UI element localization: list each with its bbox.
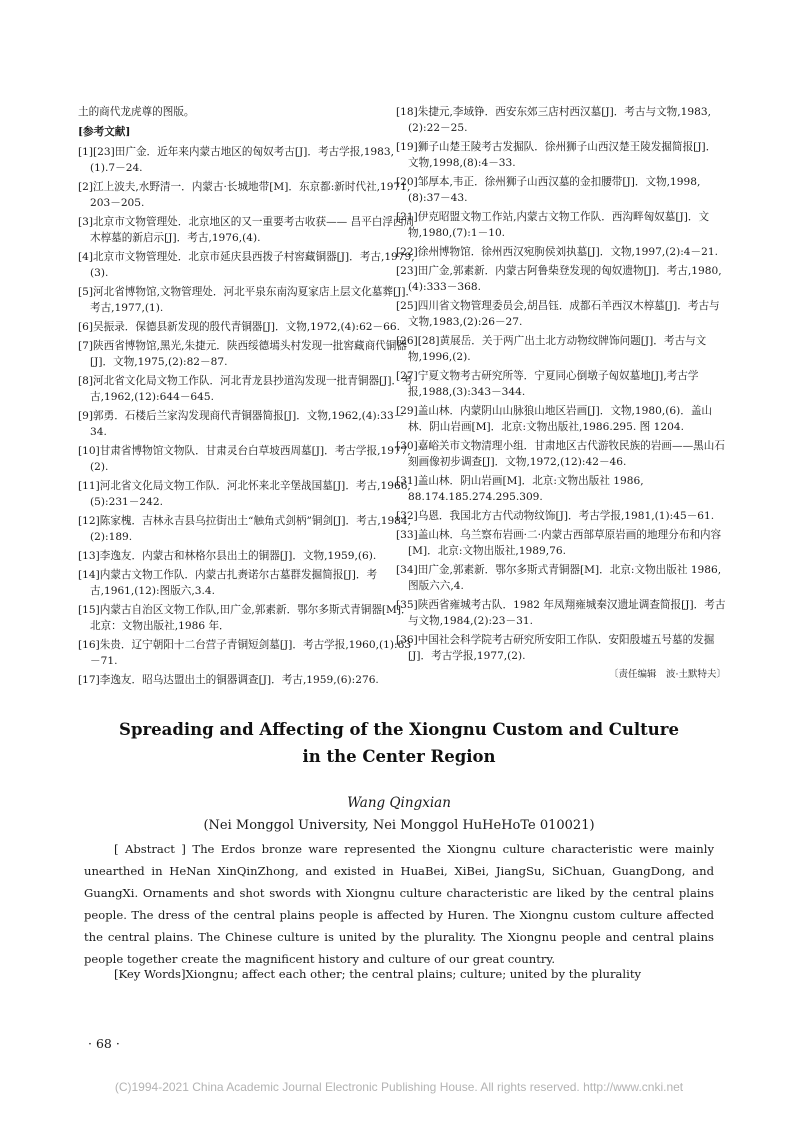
reference-item: [13]李逸友．内蒙古和林格尔县出土的铜器[J]．文物,1959,(6). (78, 550, 377, 562)
reference-item: [31]盖山林．阴山岩画[M]．北京:文物出版社 1986, 88.174.185.274.295.309. (396, 475, 644, 503)
reference-item: [6]吴振录．保德县新发现的殷代青铜器[J]．文物,1972,(4):62－66. (78, 321, 400, 333)
responsible-editor: 〔责任编辑 波·土默特夫〕 (608, 669, 726, 680)
reference-item: [27]宁夏文物考古研究所等．宁夏同心倒墩子匈奴墓地[J],考古学报,1988,(3):343－344. (396, 370, 699, 398)
reference-item: [22]徐州博物馆．徐州西汉宛朐侯刘执墓[J]．文物,1997,(2):4－21. (396, 246, 718, 258)
reference-item: [1][23]田广金．近年来内蒙古地区的匈奴考古[J]．考古学报,1983,(1).7－24. (78, 146, 395, 174)
title-line-1: Spreading and Affecting of the Xiongnu Custom and Culture (119, 720, 679, 739)
reference-item: [11]河北省文化局文物工作队．河北怀来北辛堡战国墓[J]．考古,1966,(5):231－242. (78, 480, 411, 508)
reference-item: [18]朱捷元,李域铮．西安东郊三店村西汉墓[J]．考古与文物,1983,(2):22－25. (396, 106, 711, 134)
title-line-2: in the Center Region (302, 747, 496, 766)
reference-item: [20]邹厚本,韦正．徐州狮子山西汉墓的金扣腰带[J]．文物,1998,(8):37－43. (396, 176, 701, 204)
reference-item: [29]盖山林．内蒙阴山山脉狼山地区岩画[J]．文物,1980,(6)．盖山林．阴山岩画[M]．北京:文物出版社,1986.295. 图 1204. (396, 405, 713, 433)
right-column (396, 104, 726, 683)
reference-item: [8]河北省文化局文物工作队．河北青龙县抄道沟发现一批青铜器[J]．考古,1962,(12):644－645. (78, 375, 413, 403)
reference-item: [4]北京市文物管理处．北京市延庆县西拨子村窖藏铜器[J]．考古,1979,(3). (78, 251, 415, 279)
left-reference-list (78, 144, 418, 688)
abstract (84, 838, 714, 970)
reference-item: [23]田广金,郭素新．内蒙古阿鲁柴登发现的匈奴遗物[J]．考古,1980,(4):333－368. (396, 265, 722, 293)
intro-text: 土的商代龙虎尊的图版。 (78, 106, 195, 118)
reference-item: [3]北京市文物管理处．北京地区的又一重要考古收获—— 昌平白浮西周木椁墓的新启示[J]．考古,1976,(4). (78, 216, 415, 244)
reference-item: [36]中国社会科学院考古研究所安阳工作队．安阳殷墟五号墓的发掘[J]．考古学报,1977,(2). (396, 634, 715, 662)
author-affiliation: (Nei Monggol University, Nei Monggol HuHeHoTe 010021) (203, 818, 595, 833)
reference-item: [21]伊克昭盟文物工作站,内蒙古文物工作队．西沟畔匈奴墓[J]．文物,1980,(7):1－10. (396, 211, 710, 239)
reference-item: [15]内蒙古自治区文物工作队,田广金,郭素新．鄂尔多斯式青铜器[M]．北京：文物出版社,1986 年． (78, 604, 412, 632)
reference-item: [12]陈家槐．吉林永吉县乌拉街出土“触角式剑柄”铜剑[J]．考古,1984,(2):189. (78, 515, 412, 543)
copyright-footer: (C)1994-2021 China Academic Journal Electronic Publishing House. All rights reserved. http://www.cnki.net (114, 1080, 684, 1094)
reference-item: [7]陕西省博物馆,黑光,朱捷元．陕西绥德墕头村发现一批窖藏商代铜器[J]．文物,1975,(2):82－87. (78, 340, 407, 368)
reference-item: [34]田广金,郭素新．鄂尔多斯式青铜器[M]．北京:文物出版社 1986,图版六六,4. (396, 564, 722, 592)
key-words: [Key Words]Xiongnu; affect each other; the central plains; culture; united by the plurality (114, 967, 642, 981)
reference-item: [5]河北省博物馆,文物管理处．河北平泉东南沟夏家店上层文化墓葬[J]．考古,1977,(1). (78, 286, 417, 314)
reference-item: [33]盖山林．乌兰察布岩画·二·内蒙古西部草原岩画的地理分布和内容[M]．北京:文物出版社,1989,76. (396, 529, 722, 557)
left-column (78, 104, 418, 691)
author-name: Wang Qingxian (347, 795, 451, 811)
right-reference-list (396, 104, 726, 664)
page-number: · 68 · (88, 1036, 120, 1051)
reference-item: [10]甘肃省博物馆文物队．甘肃灵台白草坡西周墓[J]．考古学报,1977,(2). (78, 445, 411, 473)
reference-item: [35]陕西省雍城考古队．1982 年凤翔雍城秦汉遗址调查简报[J]．考古与文物,1984,(2):23－31. (396, 599, 726, 627)
reference-item: [2]江上波夫,水野清一．内蒙古·长城地带[M]．东京都:新时代社,1971, 203－205. (78, 181, 411, 209)
abstract-text: [ Abstract ] The Erdos bronze ware represented the Xiongnu culture characteristic were mainly unearthed in HeNan XinQinZhong, and existed in HuaBei, XiBei, JiangSu, SiChuan, GuangDong, and GuangXi. Ornaments and shot swords with Xiongnu culture characteristic are liked by the central plains people. The dress of the central plains people is affected by Huren. The Xiongnu custom culture affected the central plains. The Chinese culture is united by the plurality. The Xiongnu people and central plains people together create the magnificent history and culture of our great country. (84, 842, 714, 966)
reference-item: [30]嘉峪关市文物清理小组．甘肃地区古代游牧民族的岩画——黑山石刻画像初步调查[J]．文物,1972,(12):42－46. (396, 440, 725, 468)
reference-item: [32]乌恩．我国北方古代动物纹饰[J]．考古学报,1981,(1):45－61. (396, 510, 715, 522)
reference-item: [9]郭勇．石楼后兰家沟发现商代青铜器简报[J]．文物,1962,(4):33－34. (78, 410, 405, 438)
references-heading: [参考文献] (78, 126, 131, 138)
article-title (0, 716, 798, 770)
reference-item: [25]四川省文物管理委员会,胡昌钰．成都石羊西汉木椁墓[J]．考古与文物,1983,(2):26－27. (396, 300, 720, 328)
reference-item: [16]朱贵．辽宁朝阳十二台营子青铜短剑墓[J]．考古学报,1960,(1):63－71. (78, 639, 412, 667)
reference-item: [17]李逸友．昭乌达盟出土的铜器调查[J]．考古,1959,(6):276. (78, 674, 379, 686)
reference-item: [19]狮子山楚王陵考古发掘队．徐州狮子山西汉楚王陵发掘简报[J]．文物,1998,(8):4－33. (396, 141, 717, 169)
reference-item: [14]内蒙古文物工作队．内蒙古扎赉诺尔古墓群发掘简报[J]．考古,1961,(12):图版六,3.4. (78, 569, 378, 597)
reference-item: [26][28]黄展岳．关于两广出土北方动物纹牌饰问题[J]．考古与文物,1996,(2). (396, 335, 707, 363)
